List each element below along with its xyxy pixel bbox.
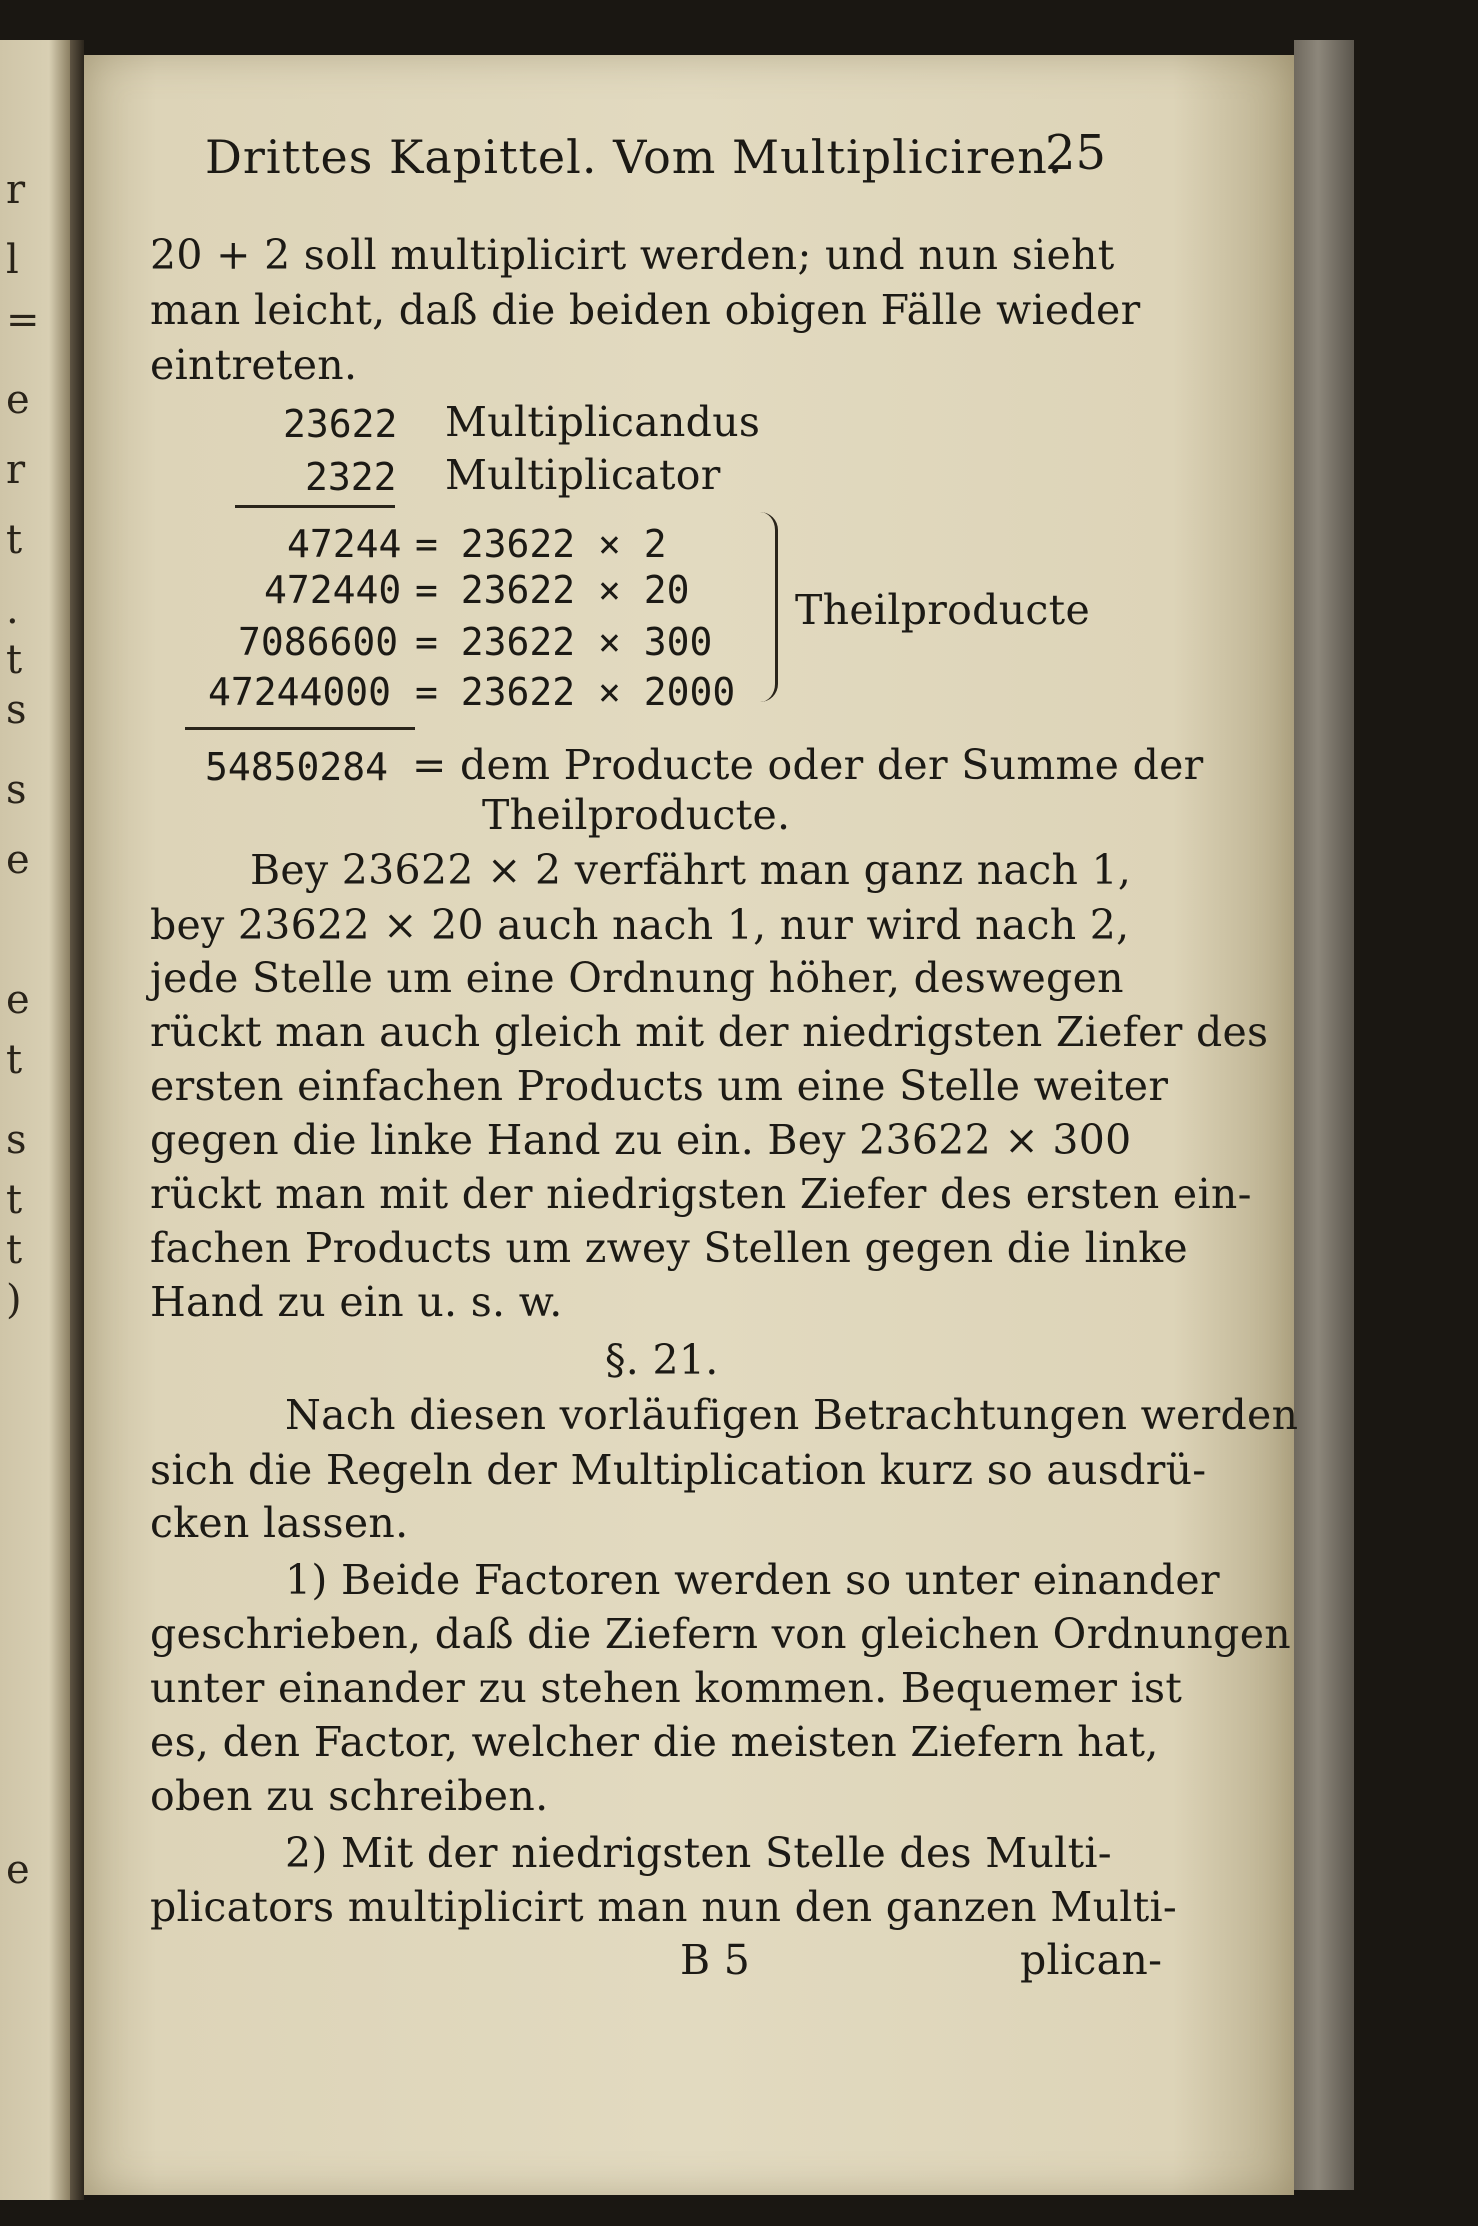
sum-rule — [185, 727, 415, 730]
left-page-fragment: r — [6, 447, 26, 493]
left-page-fragment: t — [6, 1227, 23, 1273]
text-line: plicators multiplicirt man nun den ganzen Multi- — [150, 1883, 1178, 1931]
partial-product: 47244000 — [208, 670, 392, 714]
left-page-fragment: t — [6, 637, 23, 683]
left-page-fragment: e — [6, 977, 30, 1023]
text-line: 1) Beide Factoren werden so unter einander — [285, 1556, 1220, 1604]
left-page-fragment: e — [6, 1847, 30, 1893]
left-page-fragment: l — [6, 237, 19, 283]
text-line: man leicht, daß die beiden obigen Fälle wieder — [150, 286, 1141, 334]
left-page-fragment: t — [6, 1177, 23, 1223]
final-product-text: = dem Producte oder der Summe der — [412, 741, 1204, 789]
multiplicator: 2322 — [305, 455, 397, 499]
left-page-fragment: s — [6, 1117, 27, 1163]
text-line: oben zu schreiben. — [150, 1772, 549, 1820]
left-page-fragment: r — [6, 167, 26, 213]
catchword: plican- — [1020, 1936, 1163, 1984]
text-line: es, den Factor, welcher die meisten Ziefern hat, — [150, 1718, 1159, 1766]
book-gutter — [70, 40, 84, 2200]
left-page-fragment: e — [6, 377, 30, 423]
text-line: rückt man mit der niedrigsten Ziefer des ersten ein- — [150, 1170, 1252, 1218]
left-page-fragment: s — [6, 687, 27, 733]
partials-brace — [755, 512, 778, 702]
text-line: unter einander zu stehen kommen. Bequemer ist — [150, 1664, 1183, 1712]
left-page-fragment: e — [6, 837, 30, 883]
multiplicand: 23622 — [283, 402, 398, 446]
partial-expression: = 23622 × 20 — [415, 568, 690, 612]
final-product-text: Theilproducte. — [482, 791, 791, 839]
text-line: ersten einfachen Products um eine Stelle weiter — [150, 1062, 1169, 1110]
left-page-fragment: s — [6, 767, 27, 813]
partial-product: 7086600 — [238, 620, 399, 664]
text-line: 2) Mit der niedrigsten Stelle des Multi- — [285, 1829, 1112, 1877]
partial-product: 47244 — [287, 522, 402, 566]
text-line: cken lassen. — [150, 1499, 409, 1547]
text-line: sich die Regeln der Multiplication kurz so ausdrü- — [150, 1446, 1207, 1494]
left-page-edge — [0, 40, 70, 2200]
partial-expression: = 23622 × 2000 — [415, 670, 736, 714]
left-page-fragment: = — [6, 297, 40, 343]
partials-label: Theilproducte — [795, 586, 1091, 634]
final-product: 54850284 — [205, 745, 389, 789]
multiplicand-label: Multiplicandus — [445, 398, 761, 446]
text-line: 20 + 2 soll multiplicirt werden; und nun sieht — [150, 231, 1115, 279]
running-header: Drittes Kapittel. Vom Multipliciren. — [205, 130, 1064, 184]
text-line: rückt man auch gleich mit der niedrigsten Ziefer des — [150, 1008, 1269, 1056]
book-cover-edge — [1294, 40, 1354, 2190]
left-page-fragment: t — [6, 1037, 23, 1083]
text-line: jede Stelle um eine Ordnung höher, deswegen — [150, 954, 1124, 1002]
page-number: 25 — [1045, 125, 1107, 181]
text-line: eintreten. — [150, 341, 358, 389]
left-page-fragment: t — [6, 517, 23, 563]
left-page-fragment: . — [6, 587, 19, 633]
text-line: Bey 23622 × 2 verfährt man ganz nach 1, — [250, 846, 1132, 894]
text-line: bey 23622 × 20 auch nach 1, nur wird nach 2, — [150, 901, 1130, 949]
signature-mark: B 5 — [680, 1936, 751, 1984]
text-line: fachen Products um zwey Stellen gegen die linke — [150, 1224, 1188, 1272]
partial-expression: = 23622 × 300 — [415, 620, 713, 664]
section-heading: §. 21. — [605, 1336, 719, 1384]
text-line: Nach diesen vorläufigen Betrachtungen werden — [285, 1391, 1299, 1439]
text-line: geschrieben, daß die Ziefern von gleichen Ordnungen — [150, 1610, 1291, 1658]
text-line: Hand zu ein u. s. w. — [150, 1278, 563, 1326]
partial-expression: = 23622 × 2 — [415, 522, 667, 566]
multiplicator-label: Multiplicator — [445, 451, 721, 499]
factor-rule — [235, 505, 395, 508]
partial-product: 472440 — [264, 568, 402, 612]
left-page-fragment: ) — [6, 1277, 22, 1323]
text-line: gegen die linke Hand zu ein. Bey 23622 × 300 — [150, 1116, 1132, 1164]
